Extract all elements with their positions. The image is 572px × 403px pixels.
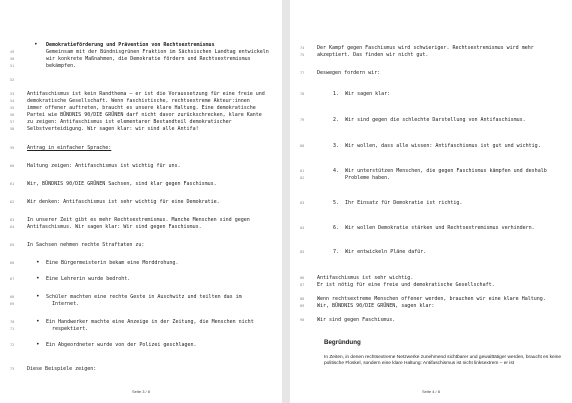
page-footer: Seite 3 / 8 xyxy=(131,389,150,394)
bullet-icon: • xyxy=(34,41,38,48)
text-line: Gemeinsam mit der Bündnisgrünen Fraktion im Sächsischen Landtag entwickeln xyxy=(46,49,269,55)
text-line: Antifaschismus ist sehr wichtig. xyxy=(317,275,414,281)
bullet-icon: • xyxy=(36,293,40,300)
line-number: 58 xyxy=(10,127,15,131)
line-number: 53 xyxy=(10,92,15,96)
line-number: 64 xyxy=(10,225,15,229)
text-line: akzeptiert. Das finden wir nicht gut. xyxy=(317,52,429,58)
list-item: 6. Wir wollen Demokratie stärken und Rechtsextremismus verhindern. xyxy=(333,225,535,231)
line-number: 84 xyxy=(300,226,305,230)
bullet-icon: • xyxy=(36,341,40,348)
page-gutter xyxy=(282,0,290,403)
text-line: wir konkrete Maßnahmen, die Demokratie fördern und Rechtsextremismus xyxy=(46,56,251,62)
list-item: Ein Abgeordneter wurde von der Polizei geschlagen. xyxy=(46,342,197,348)
line-number: 69 xyxy=(10,302,15,306)
line-number: 73 xyxy=(10,367,15,371)
line-number: 68 xyxy=(10,295,15,299)
text-line: Partei wie BÜNDNIS 90/DIE GRÜNEN darf nicht davor zurückschrecken, klare Kante xyxy=(27,112,262,118)
line-number: 72 xyxy=(10,343,15,347)
line-number: 60 xyxy=(10,164,15,168)
list-item: 4. Wir unterstützen Menschen, die gegen Faschismus kämpfen und deshalb xyxy=(333,168,547,174)
line-number: 61 xyxy=(10,182,15,186)
document-page-right xyxy=(290,0,572,403)
line-number: 88 xyxy=(300,297,305,301)
text-line: Haltung zeigen: Antifaschismus ist wichtig für uns. xyxy=(27,163,181,169)
text-line: Wenn rechtsextreme Menschen offener werden, brauchen wir eine klare Haltung. xyxy=(317,296,546,302)
line-number: 78 xyxy=(300,92,305,96)
line-number: 77 xyxy=(300,71,305,75)
line-number: 51 xyxy=(10,64,15,68)
line-number: 56 xyxy=(10,113,15,117)
line-number: 50 xyxy=(10,57,15,61)
list-item: 3. Wir wollen, dass alle wissen: Antifaschismus ist gut und wichtig. xyxy=(333,143,541,149)
list-item: Ein Handwerker machte eine Anzeige in der Zeitung, die Menschen nicht xyxy=(46,319,254,325)
line-number: 82 xyxy=(300,176,305,180)
line-number: 66 xyxy=(10,261,15,265)
text-line: Er ist nötig für eine freie und demokratische Gesellschaft. xyxy=(317,282,495,288)
text-line: Diese Beispiele zeigen: xyxy=(27,366,97,372)
list-item: Probleme haben. xyxy=(333,175,391,181)
line-number: 79 xyxy=(300,118,305,122)
line-number: 59 xyxy=(10,146,15,150)
text-line: Wir, BÜNDNIS 90/DIE GRÜNEN, sagen klar: xyxy=(317,303,435,309)
bullet-icon: • xyxy=(36,259,40,266)
list-item: 7. Wir entwickeln Pläne dafür. xyxy=(333,249,427,255)
line-number: 81 xyxy=(300,169,305,173)
line-number: 90 xyxy=(300,318,305,322)
line-number: 71 xyxy=(10,327,15,331)
line-number: 57 xyxy=(10,120,15,124)
line-number: 85 xyxy=(300,250,305,254)
text-line: zu zeigen: Antifaschismus ist elementarer Bestandteil demokratischer xyxy=(27,119,232,125)
bullet-heading: Demokratieförderung und Prävention von Rechtsextremismus xyxy=(46,42,215,48)
section-label: Antrag in einfacher Sprache: xyxy=(27,145,112,151)
line-number: 52 xyxy=(10,78,15,82)
text-line: Wir, BÜNDNIS 90/DIE GRÜNEN Sachsen, sind klar gegen Faschismus. xyxy=(27,181,217,187)
text-line: demokratische Gesellschaft. Wenn faschistische, rechtsextreme Akteur:innen xyxy=(27,98,250,104)
line-number: 67 xyxy=(10,277,15,281)
document-page-left xyxy=(0,0,282,403)
bullet-icon: • xyxy=(36,275,40,282)
reason-paragraph: In Zeiten, in denen rechtsextreme Netzwerke zunehmend sichtbarer und gewalttätiger werden, braucht es keine politische Floskel, sondern eine klare Haltung: Antifaschismus ist nicht linksextrem – er ist xyxy=(324,355,562,367)
line-number: 74 xyxy=(300,46,305,50)
line-number: 49 xyxy=(10,50,15,54)
line-number: 55 xyxy=(10,106,15,110)
list-item: Eine Lehrerin wurde bedroht. xyxy=(46,276,131,282)
page-footer: Seite 4 / 8 xyxy=(421,389,440,394)
text-line: In unserer Zeit gibt es mehr Rechtsextremismus. Manche Menschen sind gegen xyxy=(27,217,250,223)
list-item: 1. Wir sagen klar: xyxy=(333,91,391,97)
section-heading: Begründung xyxy=(324,339,361,346)
text-line: bekämpfen. xyxy=(46,63,77,69)
line-number: 54 xyxy=(10,99,15,103)
line-number: 63 xyxy=(10,218,15,222)
text-line: Der Kampf gegen Faschismus wird schwieriger. Rechtsextremismus wird mehr xyxy=(317,45,534,51)
list-item: 2. Wir sind gegen die schlechte Darstellung von Antifaschismus. xyxy=(333,117,526,123)
line-number: 70 xyxy=(10,320,15,324)
bullet-icon: • xyxy=(36,318,40,325)
text-line: Antifaschismus. Wir sagen klar: Wir sind gegen Faschismus. xyxy=(27,224,202,230)
text-line: Wir sind gegen Faschismus. xyxy=(317,317,396,323)
text-line: immer offener auftreten, braucht es unsere klare Haltung. Eine demokratische xyxy=(27,105,256,111)
line-number: 87 xyxy=(300,283,305,287)
list-item: respektiert. xyxy=(52,326,89,332)
line-number: 65 xyxy=(10,243,15,247)
text-line: Wir denken: Antifaschismus ist sehr wichtig für eine Demokratie. xyxy=(27,199,220,205)
line-number: 86 xyxy=(300,276,305,280)
line-number: 89 xyxy=(300,304,305,308)
text-line: Antifaschismus ist kein Randthema – er ist die Voraussetzung für eine freie und xyxy=(27,91,265,97)
list-item: Eine Bürgermeisterin bekam eine Morddrohung. xyxy=(46,260,179,266)
text-line: In Sachsen nehmen rechte Straftaten zu: xyxy=(27,242,145,248)
list-item: Internet. xyxy=(52,301,80,307)
line-number: 75 xyxy=(300,53,305,57)
text-line: Selbstverteidigung. Wir sagen klar: wir sind alle Antifa! xyxy=(27,126,199,132)
text-line: Deswegen fordern wir: xyxy=(317,70,381,76)
line-number: 83 xyxy=(300,201,305,205)
list-item: 5. Ihr Einsatz für Demokratie ist richtig. xyxy=(333,200,463,206)
line-number: 62 xyxy=(10,200,15,204)
line-number: 80 xyxy=(300,144,305,148)
list-item: Schüler machten eine rechte Geste in Auschwitz und teilten das im xyxy=(46,294,242,300)
